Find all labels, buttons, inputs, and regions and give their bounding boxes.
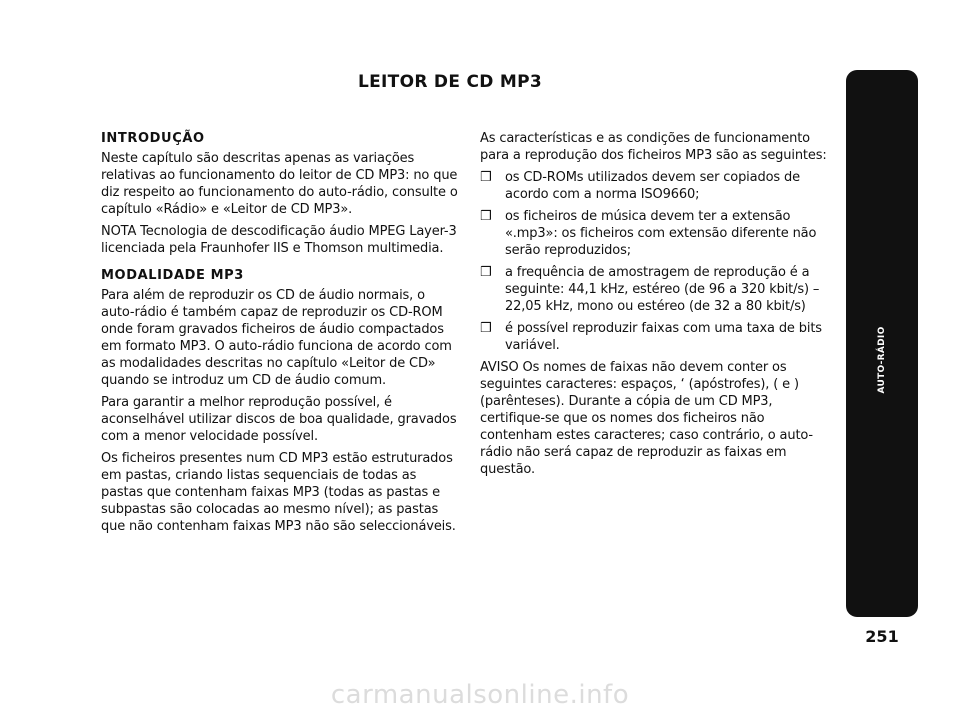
left-column — [101, 130, 461, 540]
paragraph: Neste capítulo são descritas apenas as variações relativas ao funcionamento do leitor de CD MP3: no que diz respeito ao funcionamento do auto-rádio, consulte o capítulo «Rádio» e «Leitor de CD MP3». — [101, 151, 458, 217]
bullet-list — [480, 169, 838, 354]
watermark: carmanualsonline.info — [330, 680, 630, 710]
paragraph: Para garantir a melhor reprodução possível, é aconselhável utilizar discos de boa qualidade, gravados com a menor velocidade possível. — [101, 395, 457, 444]
paragraph: Os ficheiros presentes num CD MP3 estão estruturados em pastas, criando listas sequenciais de todas as pastas que contenham faixas MP3 (todas as pastas e subpastas são colocadas ao mesmo nível); as pastas que não contenham faixas MP3 não são seleccionáveis. — [101, 451, 456, 534]
checkbox-bullet-icon: ❒ — [480, 170, 492, 185]
paragraph: NOTA Tecnologia de descodificação áudio MPEG Layer-3 licenciada pela Fraunhofer IIS e Thomson multimedia. — [101, 224, 457, 256]
page-number: 251 — [865, 627, 899, 646]
list-item-text: os ficheiros de música devem ter a extensão «.mp3»: os ficheiros com extensão diferente não serão reproduzidos; — [505, 209, 817, 258]
section-heading-modalidade-mp3: MODALIDADE MP3 — [101, 268, 244, 283]
list-item — [480, 169, 838, 203]
section-heading-introducao: INTRODUÇÃO — [101, 131, 205, 146]
checkbox-bullet-icon: ❒ — [480, 265, 492, 280]
list-item — [480, 208, 838, 259]
checkbox-bullet-icon: ❒ — [480, 321, 492, 336]
list-item — [480, 264, 838, 315]
paragraph: As características e as condições de funcionamento para a reprodução dos ficheiros MP3 são as seguintes: — [480, 131, 827, 163]
chapter-side-tab — [846, 70, 918, 617]
page-title: LEITOR DE CD MP3 — [358, 72, 542, 92]
list-item-text: é possível reproduzir faixas com uma taxa de bits variável. — [505, 321, 822, 353]
list-item-text: os CD-ROMs utilizados devem ser copiados de acordo com a norma ISO9660; — [505, 170, 800, 202]
checkbox-bullet-icon: ❒ — [480, 209, 492, 224]
list-item — [480, 320, 838, 354]
chapter-tab-label: AUTO-RÁDIO — [877, 326, 887, 394]
paragraph: Para além de reproduzir os CD de áudio normais, o auto-rádio é também capaz de reproduzir os CD-ROM onde foram gravados ficheiros de áudio compactados em formato MP3. O auto-rádio funciona de acordo com as modalidades descritas no capítulo «Leitor de CD» quando se introduz um CD de áudio comum. — [101, 288, 452, 388]
warning-paragraph: AVISO Os nomes de faixas não devem conter os seguintes caracteres: espaços, ‘ (apóstrofes), ( e ) (parênteses). Durante a cópia de um CD MP3, certifique-se que os nomes dos ficheiros não contenham estes caracteres; caso contrário, o auto-rádio não será capaz de reproduzir as faixas em questão. — [480, 360, 813, 477]
list-item-text: a frequência de amostragem de reprodução é a seguinte: 44,1 kHz, estéreo (de 96 a 320 kbit/s) – 22,05 kHz, mono ou estéreo (de 32 a 80 kbit/s) — [505, 265, 820, 314]
right-column — [480, 130, 838, 483]
